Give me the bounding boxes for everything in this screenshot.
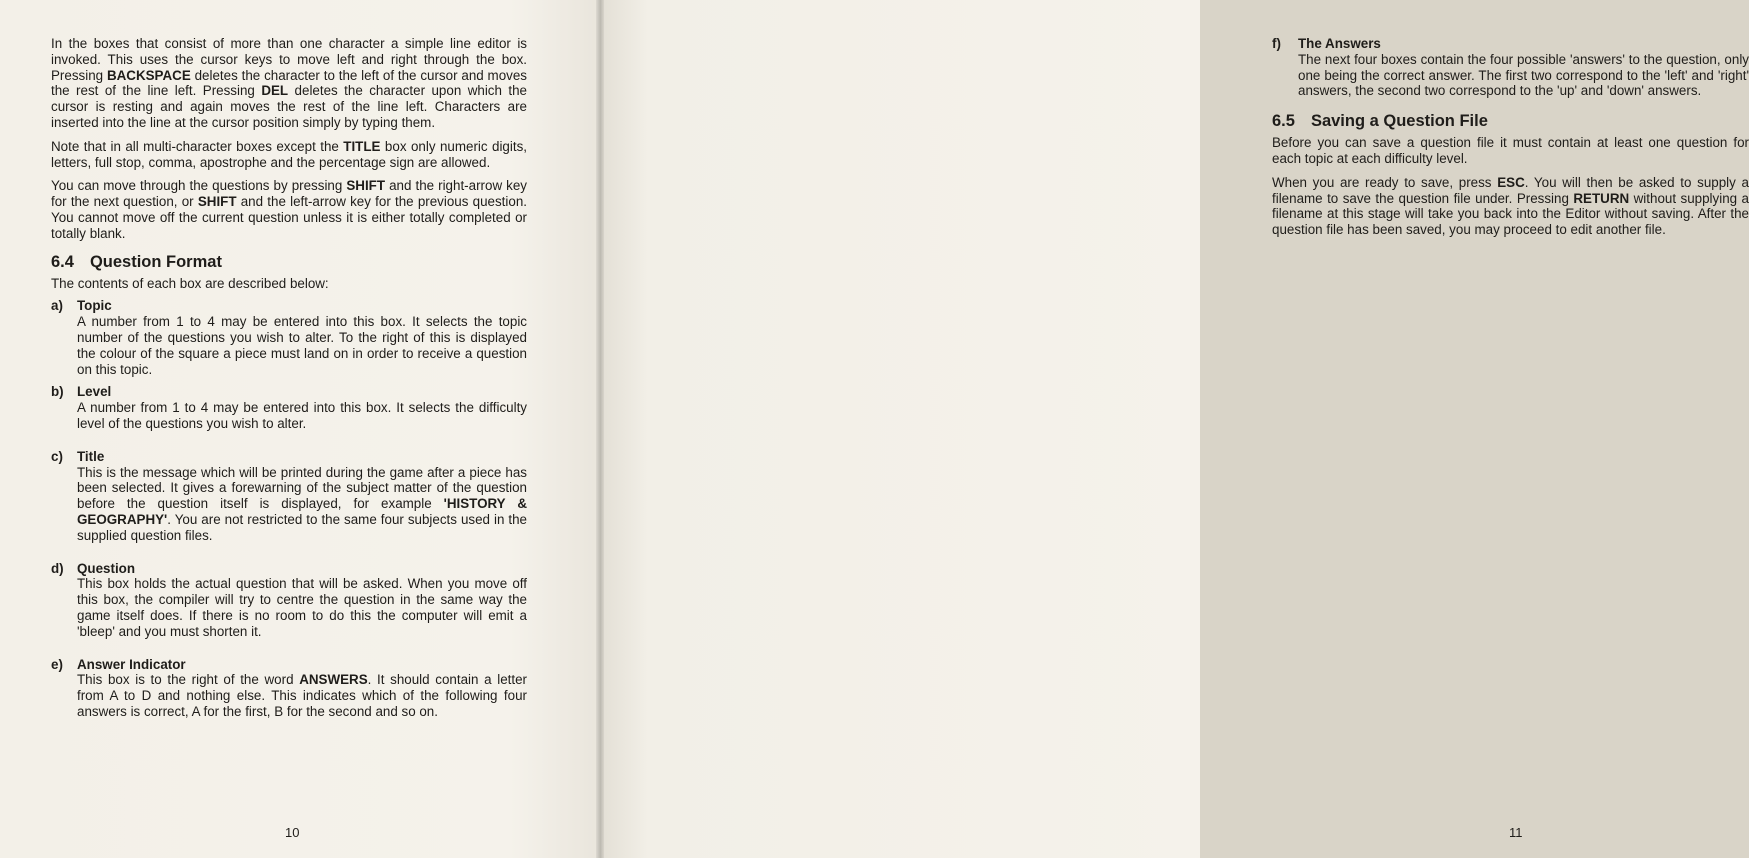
right-page-column: [1272, 36, 1749, 246]
list-item-title: [51, 449, 527, 544]
book-gutter: [596, 0, 604, 858]
item-text: This is the message which will be printed during the game after a piece has been selected. It gives a forewarning of the subject matter of the question before the question itself is displayed, for example 'HISTORY & GEOGRAPHY'. You are not restricted to the same four subjects used in the supplied question files.: [77, 464, 527, 543]
list-item-the-answers: [1272, 36, 1749, 99]
item-label: b): [51, 384, 64, 400]
intro-paragraph: Note that in all multi-character boxes except the TITLE box only numeric digits, letters, full stop, comma, apostrophe and the percentage sign are allowed.: [51, 138, 527, 170]
section-title: Saving a Question File: [1310, 112, 1488, 131]
list-item-answer-indicator: [51, 657, 527, 720]
item-text: This box holds the actual question that will be asked. When you move off this box, the compiler will try to centre the question in the same way the game itself does. If there is no room to do this the computer will emit a 'bleep' and you must shorten it.: [77, 576, 527, 639]
item-label: f): [1272, 36, 1281, 51]
intro-paragraph: In the boxes that consist of more than one character a simple line editor is invoked. This uses the cursor keys to move left and right through the box. Pressing BACKSPACE deletes the character to the left of the cursor and moves the rest of the line left. Pressing DEL deletes the character upon which the cursor is resting and again moves the rest of the line left. Characters are inserted into the line at the cursor position simply by typing them.: [51, 36, 527, 130]
item-title: Question: [77, 560, 136, 576]
item-text: A number from 1 to 4 may be entered into this box. It selects the topic number of the questions you wish to alter. To the right of this is displayed the colour of the square a piece must land on in order to receive a question on this topic.: [77, 314, 527, 377]
right-page: [600, 0, 1749, 858]
item-text: The next four boxes contain the four possible 'answers' to the question, only one being the correct answer. The first two correspond to the 'left' and 'right' answers, the second two correspond to the 'up' and 'down' answers.: [1298, 51, 1749, 99]
list-item-level: [51, 384, 527, 431]
intro-paragraph: You can move through the questions by pressing SHIFT and the right-arrow key for the next question, or SHIFT and the left-arrow key for the previous question. You cannot move off the current question unless it is either totally completed or totally blank.: [51, 178, 527, 241]
section-title: Question Format: [89, 252, 222, 271]
section-heading-6-4: [51, 252, 527, 272]
item-text: A number from 1 to 4 may be entered into this box. It selects the difficulty level of the questions you wish to alter.: [77, 400, 527, 431]
page-number: 11: [1509, 825, 1523, 840]
left-page-column: [51, 36, 527, 720]
item-title: Title: [77, 448, 105, 464]
item-label: a): [51, 298, 63, 314]
page-number: 10: [285, 825, 300, 840]
section-number: 6.4: [51, 252, 74, 271]
item-label: c): [51, 448, 63, 464]
list-item-topic: [51, 298, 527, 377]
body-paragraph: Before you can save a question file it must contain at least one question for each topic at each difficulty level.: [1272, 135, 1749, 166]
item-title: Topic: [77, 298, 112, 314]
section-intro: The contents of each box are described below:: [51, 275, 329, 291]
item-title: Level: [77, 384, 112, 400]
item-text: This box is to the right of the word ANSWERS. It should contain a letter from A to D and nothing else. This indicates which of the following four answers is correct, A for the first, B for the second and so on.: [77, 672, 527, 719]
item-label: d): [51, 560, 64, 576]
item-title: Answer Indicator: [77, 656, 186, 672]
item-label: e): [51, 656, 63, 672]
section-heading-6-5: [1272, 111, 1749, 131]
left-page: [0, 0, 600, 858]
item-title: The Answers: [1298, 36, 1381, 51]
section-number: 6.5: [1272, 112, 1295, 131]
body-paragraph: When you are ready to save, press ESC. You will then be asked to supply a filename to save the question file under. Pressing RETURN without supplying a filename at this stage will take you back into the Editor without saving. After the question file has been saved, you may proceed to edit another file.: [1272, 174, 1749, 238]
list-item-question: [51, 561, 527, 640]
